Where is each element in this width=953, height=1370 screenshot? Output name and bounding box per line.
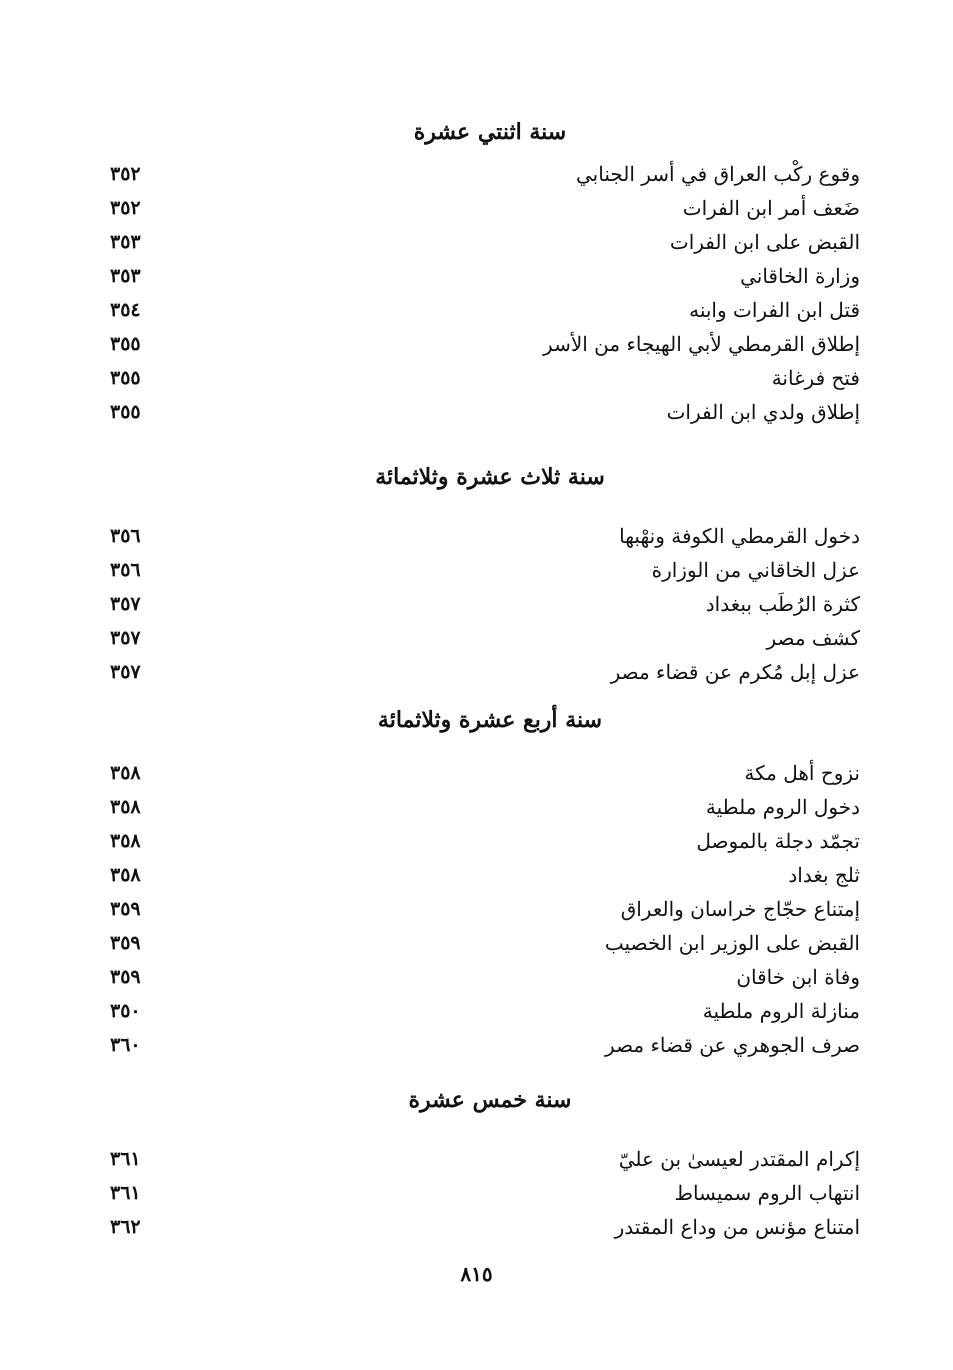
entry-page-number: ٣٦١ [110, 1182, 141, 1204]
entry-title: إكرام المقتدر لعيسىٰ بن عليّ [618, 1147, 860, 1171]
entry-title: القبض على الوزير ابن الخصيب [604, 931, 860, 955]
section-year-315 [100, 1085, 860, 1244]
section-heading: سنة اثنتي عشرة [413, 119, 567, 145]
entry-page-number: ٣٥٥ [110, 401, 141, 423]
entry-title: دخول الروم ملطية [705, 795, 860, 819]
entry-page-number: ٣٥٢ [110, 197, 141, 219]
entry-list [100, 1142, 860, 1244]
toc-entry [100, 587, 860, 621]
entry-page-number: ٣٥٨ [110, 762, 141, 784]
section-year-313 [100, 462, 860, 689]
entry-page-number: ٣٥٨ [110, 796, 141, 818]
entry-page-number: ٣٦١ [110, 1148, 141, 1170]
section-year-312 [100, 117, 860, 429]
entry-page-number: ٣٥٨ [110, 864, 141, 886]
section-heading: سنة خمس عشرة [408, 1087, 572, 1113]
entry-page-number: ٣٥٨ [110, 830, 141, 852]
toc-entry [100, 1142, 860, 1176]
toc-entry [100, 858, 860, 892]
toc-entry [100, 553, 860, 587]
entry-page-number: ٣٥٤ [110, 299, 141, 321]
toc-entry [100, 361, 860, 395]
entry-title: نزوح أهل مكة [744, 761, 860, 785]
toc-entry [100, 327, 860, 361]
entry-page-number: ٣٥٦ [110, 559, 141, 581]
toc-entry [100, 756, 860, 790]
entry-page-number: ٣٥٣ [110, 265, 141, 287]
toc-entry [100, 157, 860, 191]
entry-title: صرف الجوهري عن قضاء مصر [605, 1033, 860, 1057]
entry-page-number: ٣٥٠ [110, 1000, 141, 1022]
entry-title: ضَعف أمر ابن الفرات [682, 196, 860, 220]
entry-page-number: ٣٥٩ [110, 898, 141, 920]
entry-page-number: ٣٥٧ [110, 627, 141, 649]
toc-entry [100, 892, 860, 926]
toc-entry [100, 824, 860, 858]
entry-title: عزل الخاقاني من الوزارة [651, 558, 860, 582]
entry-list [100, 519, 860, 689]
entry-page-number: ٣٥٩ [110, 932, 141, 954]
entry-title: القبض على ابن الفرات [669, 230, 860, 254]
section-heading: سنة ثلاث عشرة وثلاثمائة [375, 464, 605, 490]
toc-entry [100, 926, 860, 960]
entry-title: تجمّد دجلة بالموصل [696, 829, 860, 853]
toc-entry [100, 191, 860, 225]
entry-page-number: ٣٦٠ [110, 1034, 141, 1056]
toc-entry [100, 1176, 860, 1210]
entry-page-number: ٣٥٣ [110, 231, 141, 253]
entry-title: ثلج بغداد [788, 863, 860, 887]
toc-entry [100, 1028, 860, 1062]
entry-page-number: ٣٥٧ [110, 661, 141, 683]
entry-page-number: ٣٥٦ [110, 525, 141, 547]
entry-title: امتناع مؤنس من وداع المقتدر [614, 1215, 860, 1239]
entry-title: إطلاق القرمطي لأبي الهيجاء من الأسر [543, 332, 860, 356]
entry-title: انتهاب الروم سميساط [674, 1181, 860, 1205]
entry-page-number: ٣٥٢ [110, 163, 141, 185]
entry-page-number: ٣٥٥ [110, 367, 141, 389]
toc-entry [100, 225, 860, 259]
entry-list [100, 157, 860, 429]
entry-title: وزارة الخاقاني [740, 264, 860, 288]
entry-list [100, 756, 860, 1062]
entry-title: وقوع ركْب العراق في أسر الجنابي [575, 162, 860, 186]
toc-entry [100, 395, 860, 429]
page-folio-number: ٨١٥ [460, 1262, 493, 1286]
entry-title: إطلاق ولدي ابن الفرات [666, 400, 860, 424]
entry-page-number: ٣٦٢ [110, 1216, 141, 1238]
entry-title: فتح فرغانة [771, 366, 860, 390]
entry-title: عزل إبل مُكرم عن قضاء مصر [610, 660, 860, 684]
toc-entry [100, 293, 860, 327]
entry-page-number: ٣٥٩ [110, 966, 141, 988]
toc-entry [100, 960, 860, 994]
section-year-314 [100, 705, 860, 1062]
entry-title: قتل ابن الفرات وابنه [689, 298, 860, 322]
section-heading: سنة أربع عشرة وثلاثمائة [377, 707, 603, 733]
entry-title: كشف مصر [766, 626, 860, 650]
toc-entry [100, 519, 860, 553]
entry-title: وفاة ابن خاقان [736, 965, 860, 989]
entry-title: إمتناع حجّاج خراسان والعراق [620, 897, 860, 921]
toc-entry [100, 994, 860, 1028]
toc-entry [100, 259, 860, 293]
entry-title: منازلة الروم ملطية [702, 999, 860, 1023]
entry-page-number: ٣٥٧ [110, 593, 141, 615]
toc-entry [100, 790, 860, 824]
toc-entry [100, 621, 860, 655]
entry-page-number: ٣٥٥ [110, 333, 141, 355]
toc-entry [100, 1210, 860, 1244]
entry-title: كثرة الرُطَب ببغداد [705, 592, 860, 616]
toc-entry [100, 655, 860, 689]
entry-title: دخول القرمطي الكوفة ونهْبها [619, 524, 860, 548]
